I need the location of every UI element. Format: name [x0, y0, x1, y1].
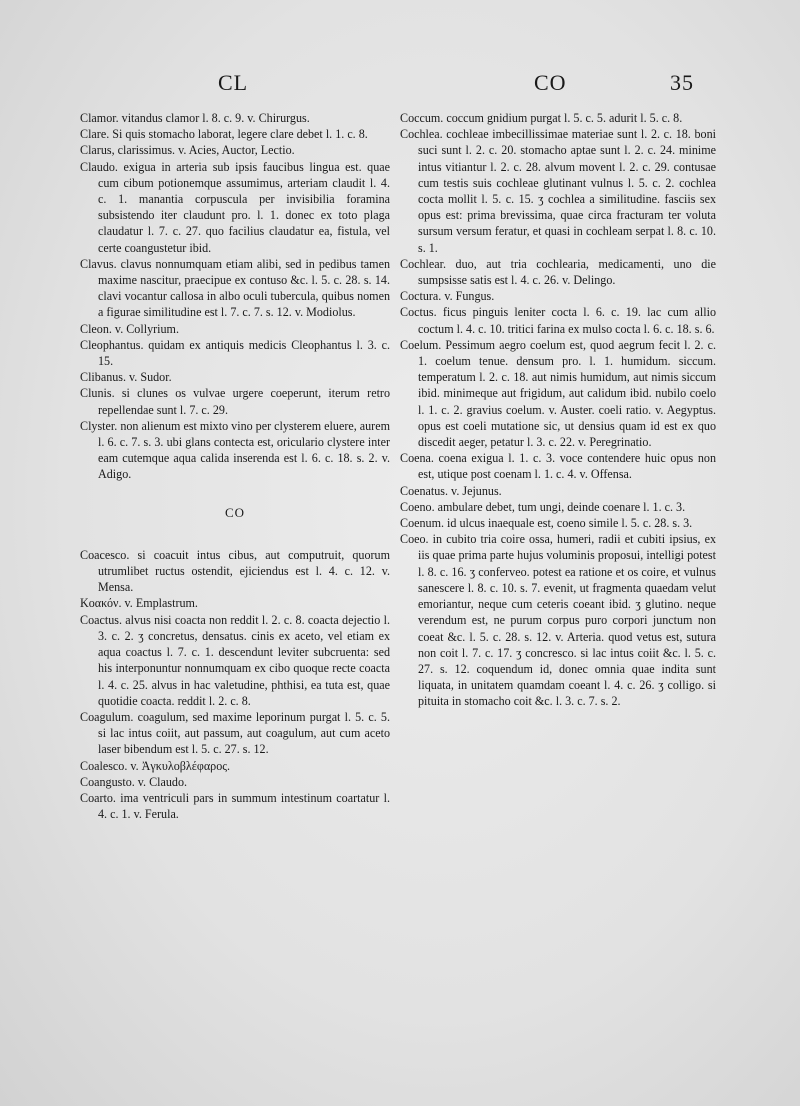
index-entry: Coctura. v. Fungus. — [400, 289, 495, 304]
right-column — [400, 110, 716, 710]
index-entry: Clavus. clavus nonnumquam etiam alibi, sed in pedibus tamen maxime nascitur, praecipue ex contuso &c. l. 5. c. 28. s. 14. clavi vocantur callosa in albo oculi tubercula, quibus nomen a figurae similitudine est l. 7. c. 7. s. 12. v. Modiolus. — [80, 256, 390, 320]
index-entry: Cochlear. duo, aut tria cochlearia, medicamenti, uno die sumpsisse satis est l. 4. c. 26. v. Delingo. — [400, 256, 716, 288]
index-entry: Clarus, clarissimus. v. Acies, Auctor, Lectio. — [80, 143, 295, 158]
index-entry: Clyster. non alienum est mixto vino per clysterem eluere, aurem l. 6. c. 7. s. 3. ubi glans contecta est, oriculario clystere inter eam cutemque aqua calida inserenda est l. 6. c. 18. s. 2. v. Adigo. — [80, 418, 390, 482]
index-entry: Coelum. Pessimum aegro coelum est, quod aegrum fecit l. 2. c. 1. coelum tenue. densum pro. l. 1. humidum. siccum. temperatum l. 2. c. 18. aut nimis humidum, aut nimis siccum ibid. minimeque aut frigidum, aut calidum ibid. nubilo coelo l. 1. c. 2. gravius coelum. v. Auster. coeli ratio. v. Aegyptus. opus est coeli mutatione sic, ut densius quam id est ex quo discedit aeger, petatur l. 3. c. 22. v. Peregrinatio. — [400, 337, 716, 450]
right-entries — [400, 110, 716, 710]
index-entry: Coangusto. v. Claudo. — [80, 774, 188, 789]
index-entry: Coctus. ficus pinguis leniter cocta l. 6. c. 19. lac cum allio coctum l. 4. c. 10. tritici farina ex mulso cocta l. 6. c. 18. s. 6. — [400, 305, 716, 336]
index-entry: Coeo. in cubito tria coire ossa, humeri, radii et cubiti ipsius, ex iis quae prima parte hujus voluminis proposui, intelligi potest l. 8. c. 16. ʒ conferveo. potest ea ratione et os coire, et vulnus sanescere l. 8. c. 10. s. 7. evenit, ut fragmenta quaedam velut emoriantur, neque cum ceteris coeant ibid. ʒ glutino. neque verendum est, ne purum corpus puro corpori junctum non coeat &c. l. 5. c. 28. s. 12. v. Arteria. quod vetus est, sutura non coit l. 7. c. 17. ʒ concresco. si lac intus coiit &c. l. 5. c. 27. s. 12. coquendum id, donec omnia quae indita sunt liquata, in unitatem quamdam coeant l. 4. c. 26. ʒ colligo. si pituita in stomacho coit &c. l. 3. c. 7. s. 2. — [400, 532, 716, 709]
index-entry: Coagulum. coagulum, sed maxime leporinum purgat l. 5. c. 5. si lac intus coiit, aut passum, aut coagulum, aut cum aceto laser bibendum est l. 5. c. 27. s. 12. — [80, 709, 390, 757]
index-entry: Coenum. id ulcus inaequale est, coeno simile l. 5. c. 28. s. 3. — [400, 516, 693, 531]
index-entry: Coalesco. v. Ἀγκυλοβλέφαρος. — [80, 758, 231, 773]
index-entry: Coenatus. v. Jejunus. — [400, 483, 502, 498]
index-entry: Clare. Si quis stomacho laborat, legere clare debet l. 1. c. 8. — [80, 127, 368, 142]
index-entry: Clamor. vitandus clamor l. 8. c. 9. v. Chirurgus. — [80, 111, 310, 125]
index-entry: Clibanus. v. Sudor. — [80, 370, 172, 385]
index-entry: Coeno. ambulare debet, tum ungi, deinde coenare l. 1. c. 3. — [400, 499, 686, 514]
index-entry: Claudo. exigua in arteria sub ipsis faucibus lingua est. quae cum cibum potionemque assumimus, arteriam claudit l. 4. c. 1. manantia corpuscula per invisibilia foramina subsistendo iter claudunt pro. l. 1. donec ex toto plaga claudatur l. 7. c. 27. quo facilius claudatur ea, fistula, vel certe coangustetur ibid. — [80, 159, 390, 255]
section-heading: CO — [224, 504, 246, 520]
index-entry: Coacesco. si coacuit intus cibus, aut computruit, quorum utrumlibet ructus ostendit, ejiciendus est l. 4. c. 12. v. Mensa. — [80, 547, 390, 595]
index-entry: Cochlea. cochleae imbecillissimae materiae sunt l. 2. c. 18. boni suci sunt l. 2. c. 20. stomacho aptae sunt l. 2. c. 24. minime intus vitiantur l. 2. c. 28. alvum movent l. 2. c. 29. contusae cum testis suis cochleae glutinant vulnus l. 5. c. 2. cochlea cocta mollit l. 5. c. 15. ʒ cochlea a similitudine. fasciis sex opus est: prima brevissima, quae circa fracturam ter voluta sursum versum feratur, et quasi in cochleam serpat l. 8. c. 10. s. 1. — [400, 127, 716, 255]
index-entry: Coactus. alvus nisi coacta non reddit l. 2. c. 8. coacta dejectio l. 3. c. 2. ʒ concretus, densatus. cinis ex aceto, vel etiam ex aqua coactus l. 7. c. 1. descendunt leviter subcruenta: sed his interponuntur nonnumquam ex cibo quoque recte coacta l. 4. c. 25. alvus in hac valetudine, phthisi, ea tuta est, quae quotidie coacta. reddit l. 2. c. 8. — [80, 612, 390, 708]
running-header-left: CL — [218, 70, 249, 95]
index-entry: Κοακόν. v. Emplastrum. — [80, 596, 198, 611]
index-entry: Coena. coena exigua l. 1. c. 3. voce contendere huic opus non est, utique post coenam l. 1. c. 4. v. Offensa. — [400, 451, 716, 482]
index-entry: Coarto. ima ventriculi pars in summum intestinum coartatur l. 4. c. 1. v. Ferula. — [80, 790, 390, 822]
index-entry: Coccum. coccum gnidium purgat l. 5. c. 5. adurit l. 5. c. 8. — [400, 111, 683, 125]
index-entry: Cleophantus. quidam ex antiquis medicis Cleophantus l. 3. c. 15. — [80, 337, 390, 369]
running-header-right: CO — [534, 70, 567, 95]
left-column — [80, 110, 390, 822]
left-entries-bottom — [80, 547, 390, 822]
left-entries-top — [80, 110, 390, 483]
index-entry: Cleon. v. Collyrium. — [80, 321, 179, 336]
index-entry: Clunis. si clunes os vulvae urgere coeperunt, iterum retro repellendae sunt l. 7. c. 29. — [80, 386, 390, 417]
page-number: 35 — [670, 70, 694, 95]
